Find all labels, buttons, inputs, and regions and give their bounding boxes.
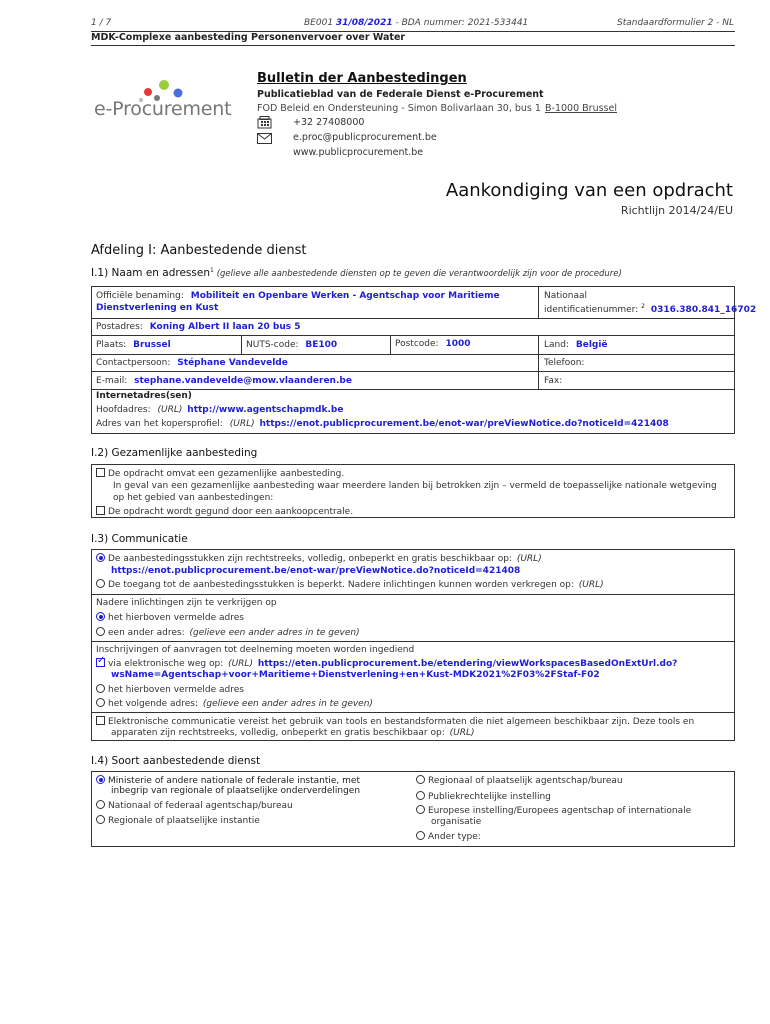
authority-ministry-option[interactable] [96,775,360,786]
authority-regional-agency-option[interactable] [416,775,623,786]
envelope-icon [257,133,273,147]
authority-european-label: Europese instelling/Europees agentschap of internationale [428,806,692,816]
cell-divider [241,335,242,354]
docs-restricted-url-label: (URL) [578,580,604,590]
submit-electronic-checkbox[interactable] [96,658,105,667]
section-i3-title: I.3) Communicatie [91,533,188,545]
section-title: Afdeling I: Aanbestedende dienst [91,243,307,258]
main-url-label: (URL) [157,405,183,415]
authority-regional-radio[interactable] [96,815,105,824]
row-divider [91,641,735,642]
nuts-label: NUTS-code: [246,340,299,350]
postal-label: Postadres: [96,322,143,332]
buyer-url-label: (URL) [229,419,255,429]
cell-divider [538,335,539,354]
fax-label: Fax: [544,376,563,386]
nuts-code [246,340,337,350]
notice-subtitle: MDK-Complexe aanbesteding Personenvervoer over Water [91,32,406,43]
section-i1-note: (gelieve alle aanbestedende diensten op te geven die verantwoordelijk zijn voor de procedure) [216,269,622,279]
section-i1-heading [91,267,622,279]
authority-ministry-label: Ministerie of andere nationale of federale instantie, met [108,776,360,786]
form-type: Standaardformulier 2 - NL [617,18,735,28]
ref-prefix: BE001 [304,18,334,28]
ref-suffix: - BDA nummer: 2021-533441 [395,18,529,28]
country-label: Land: [544,340,569,350]
docs-restricted-radio[interactable] [96,579,105,588]
authority-other-option[interactable] [416,831,481,842]
publisher-address: FOD Beleid en Ondersteuning - Simon Bolivarlaan 30, bus 1 [257,103,541,114]
info-above-label: het hierboven vermelde adres [108,613,244,623]
authority-national-option[interactable] [96,800,293,811]
email-value[interactable]: stephane.vandevelde@mow.vlaanderen.be [134,376,352,386]
authority-public-law-option[interactable] [416,791,551,802]
info-other-option[interactable] [96,627,360,638]
main-address-label: Hoofdadres: [96,405,151,415]
joint-procurement-option[interactable] [96,468,344,479]
page-number: 1 / 7 [91,18,112,28]
publisher-website[interactable]: www.publicprocurement.be [293,147,424,158]
submit-url-link-2[interactable]: wsName=Agentschap+voor+Maritieme+Dienstverlening+en+Kust-MDK2021%2F03%2FStaf-F02 [111,670,600,680]
footnote-1: 1 [210,267,214,274]
publisher-email[interactable]: e.proc@publicprocurement.be [293,132,437,143]
row-divider [91,594,735,595]
contact-label: Contactpersoon: [96,358,171,368]
submit-above-option[interactable] [96,684,244,695]
submit-url-label: (URL) [228,659,253,669]
national-id [544,303,756,315]
country-value: België [575,340,608,350]
official-name-value: Mobiliteit en Openbare Werken - Agentschap voor Maritieme [190,291,500,301]
official-name [96,291,500,301]
authority-ministry-radio[interactable] [96,775,105,784]
submit-following-note: (gelieve een ander adres in te geven) [202,699,373,709]
joint-procurement-label: De opdracht omvat een gezamenlijke aanbesteding. [108,469,345,479]
phone-label: Telefoon: [544,358,585,368]
central-purchasing-option[interactable] [96,506,353,517]
central-purchasing-checkbox[interactable] [96,506,105,515]
docs-available-radio[interactable] [96,553,105,562]
city [96,340,171,350]
info-above-option[interactable] [96,612,244,623]
tools-url-label: (URL) [449,728,475,738]
submit-electronic-label: via elektronische weg op: [108,659,224,669]
city-value: Brussel [133,340,171,350]
tools-label: Elektronische communicatie vereist het gebruik van tools en bestandsformaten die niet algemeen beschikbaar zijn. Deze tools en [108,717,695,727]
authority-european-option[interactable] [416,805,691,816]
national-id-value: 0316.380.841_16702 [650,305,757,315]
postcode-label: Postcode: [395,339,439,349]
reference [304,18,528,28]
publisher-phone: +32 27408000 [293,117,365,128]
eprocurement-logo [94,78,232,128]
docs-available-label: De aanbestedingsstukken zijn rechtstreeks, volledig, onbeperkt en gratis beschikbaar op: [108,554,512,564]
internet-title: Internetadres(sen) [96,391,192,401]
official-name-value-2: Dienstverlening en Kust [96,303,219,313]
authority-european-label-2: organisatie [431,817,482,827]
section-i4-title: I.4) Soort aanbestedende dienst [91,755,261,767]
notice-title: Aankondiging van een opdracht [445,180,733,201]
email [96,376,352,386]
authority-public-law-radio[interactable] [416,791,425,800]
tools-line-2 [111,728,475,738]
authority-ministry-label-2: inbegrip van regionale of plaatselijke onderverdelingen [111,786,361,796]
info-title: Nadere inlichtingen zijn te verkrijgen op [96,598,277,608]
tools-option[interactable] [96,716,694,727]
cell-divider [390,335,391,354]
tools-checkbox[interactable] [96,716,105,725]
main-url-link[interactable]: http://www.agentschapmdk.be [187,405,344,415]
row-divider [91,354,735,355]
authority-regional-label: Regionale of plaatselijke instantie [108,816,260,826]
row-divider [91,335,735,336]
submit-above-label: het hierboven vermelde adres [108,685,244,695]
joint-procurement-checkbox[interactable] [96,468,105,477]
publisher-city: B-1000 Brussel [545,103,617,114]
docs-available-option[interactable] [96,553,542,564]
buyer-profile-label: Adres van het kopersprofiel: [96,419,223,429]
contact-value: Stéphane Vandevelde [177,358,288,368]
buyer-profile [96,419,669,429]
national-id-label-2: identificatienummer: [544,305,639,315]
info-other-radio[interactable] [96,627,105,636]
docs-url-link[interactable]: https://enot.publicprocurement.be/enot-war/preViewNotice.do?noticeId=421408 [111,566,521,576]
row-divider [91,389,735,390]
tools-label-2: apparaten zijn rechtstreeks, volledig, onbeperkt en gratis beschikbaar op: [111,728,445,738]
country [544,340,608,350]
submit-above-radio[interactable] [96,684,105,693]
postal-address [96,322,301,332]
header-divider-2 [91,45,735,46]
submit-following-option[interactable] [96,698,373,709]
section-i2-title: I.2) Gezamenlijke aanbesteding [91,447,258,459]
publisher-title: Bulletin der Aanbestedingen [257,71,467,86]
cell-divider [538,286,539,318]
info-above-radio[interactable] [96,612,105,621]
city-label: Plaats: [96,340,127,350]
info-other-label: een ander adres: [108,628,185,638]
submit-following-label: het volgende adres: [108,699,199,709]
row-divider [91,712,735,713]
postcode-value: 1000 [445,339,471,349]
authority-public-law-label: Publiekrechtelijke instelling [428,792,551,802]
central-purchasing-label: De opdracht wordt gegund door een aankoopcentrale. [108,507,354,517]
email-label: E-mail: [96,376,128,386]
official-name-label: Officiële benaming: [96,291,184,301]
row-divider [91,371,735,372]
authority-other-radio[interactable] [416,831,425,840]
docs-restricted-label: De toegang tot de aanbestedingsstukken is beperkt. Nadere inlichtingen kunnen worden verkregen op: [108,580,574,590]
submit-electronic-option[interactable] [96,658,677,669]
submit-url-link[interactable]: https://eten.publicprocurement.be/etendering/viewWorkspacesBasedOnExtUrl.do? [257,659,678,669]
joint-procurement-note: In geval van een gezamenlijke aanbesteding waar meerdere landen bij betrokken zijn – vermeld de toepasselijke nationale wetgeving [113,481,717,491]
submit-title: Inschrijvingen of aanvragen tot deelneming moeten worden ingediend [96,645,415,655]
buyer-url-link[interactable]: https://enot.publicprocurement.be/enot-war/preViewNotice.do?noticeId=421408 [259,419,669,429]
authority-regional-option[interactable] [96,815,260,826]
notice-directive: Richtlijn 2014/24/EU [620,204,733,217]
contact-person [96,358,288,368]
submit-following-radio[interactable] [96,698,105,707]
authority-national-label: Nationaal of federaal agentschap/bureau [108,801,293,811]
main-address [96,405,343,415]
national-id-label: Nationaal [544,291,588,301]
authority-other-label: Ander type: [428,832,481,842]
row-divider [91,318,735,319]
authority-regional-agency-radio[interactable] [416,775,425,784]
postal-value: Koning Albert II laan 20 bus 5 [149,322,301,332]
postcode [395,339,471,349]
phone-icon [257,116,273,132]
section-i1-title: I.1) Naam en adressen [91,267,210,279]
authority-regional-agency-label: Regionaal of plaatselijk agentschap/bureau [428,776,623,786]
logo-text: e-Procurement [94,98,232,120]
joint-procurement-note-2: op het gebied van aanbestedingen: [113,493,274,503]
info-other-note: (gelieve een ander adres in te geven) [189,628,360,638]
nuts-value: BE100 [305,340,338,350]
ref-date: 31/08/2021 [335,18,393,28]
publisher-subtitle: Publicatieblad van de Federale Dienst e-Procurement [257,89,544,100]
docs-restricted-option[interactable] [96,579,604,590]
authority-european-radio[interactable] [416,805,425,814]
docs-url-label: (URL) [516,554,542,564]
footnote-2: 2 [641,303,645,310]
authority-national-radio[interactable] [96,800,105,809]
